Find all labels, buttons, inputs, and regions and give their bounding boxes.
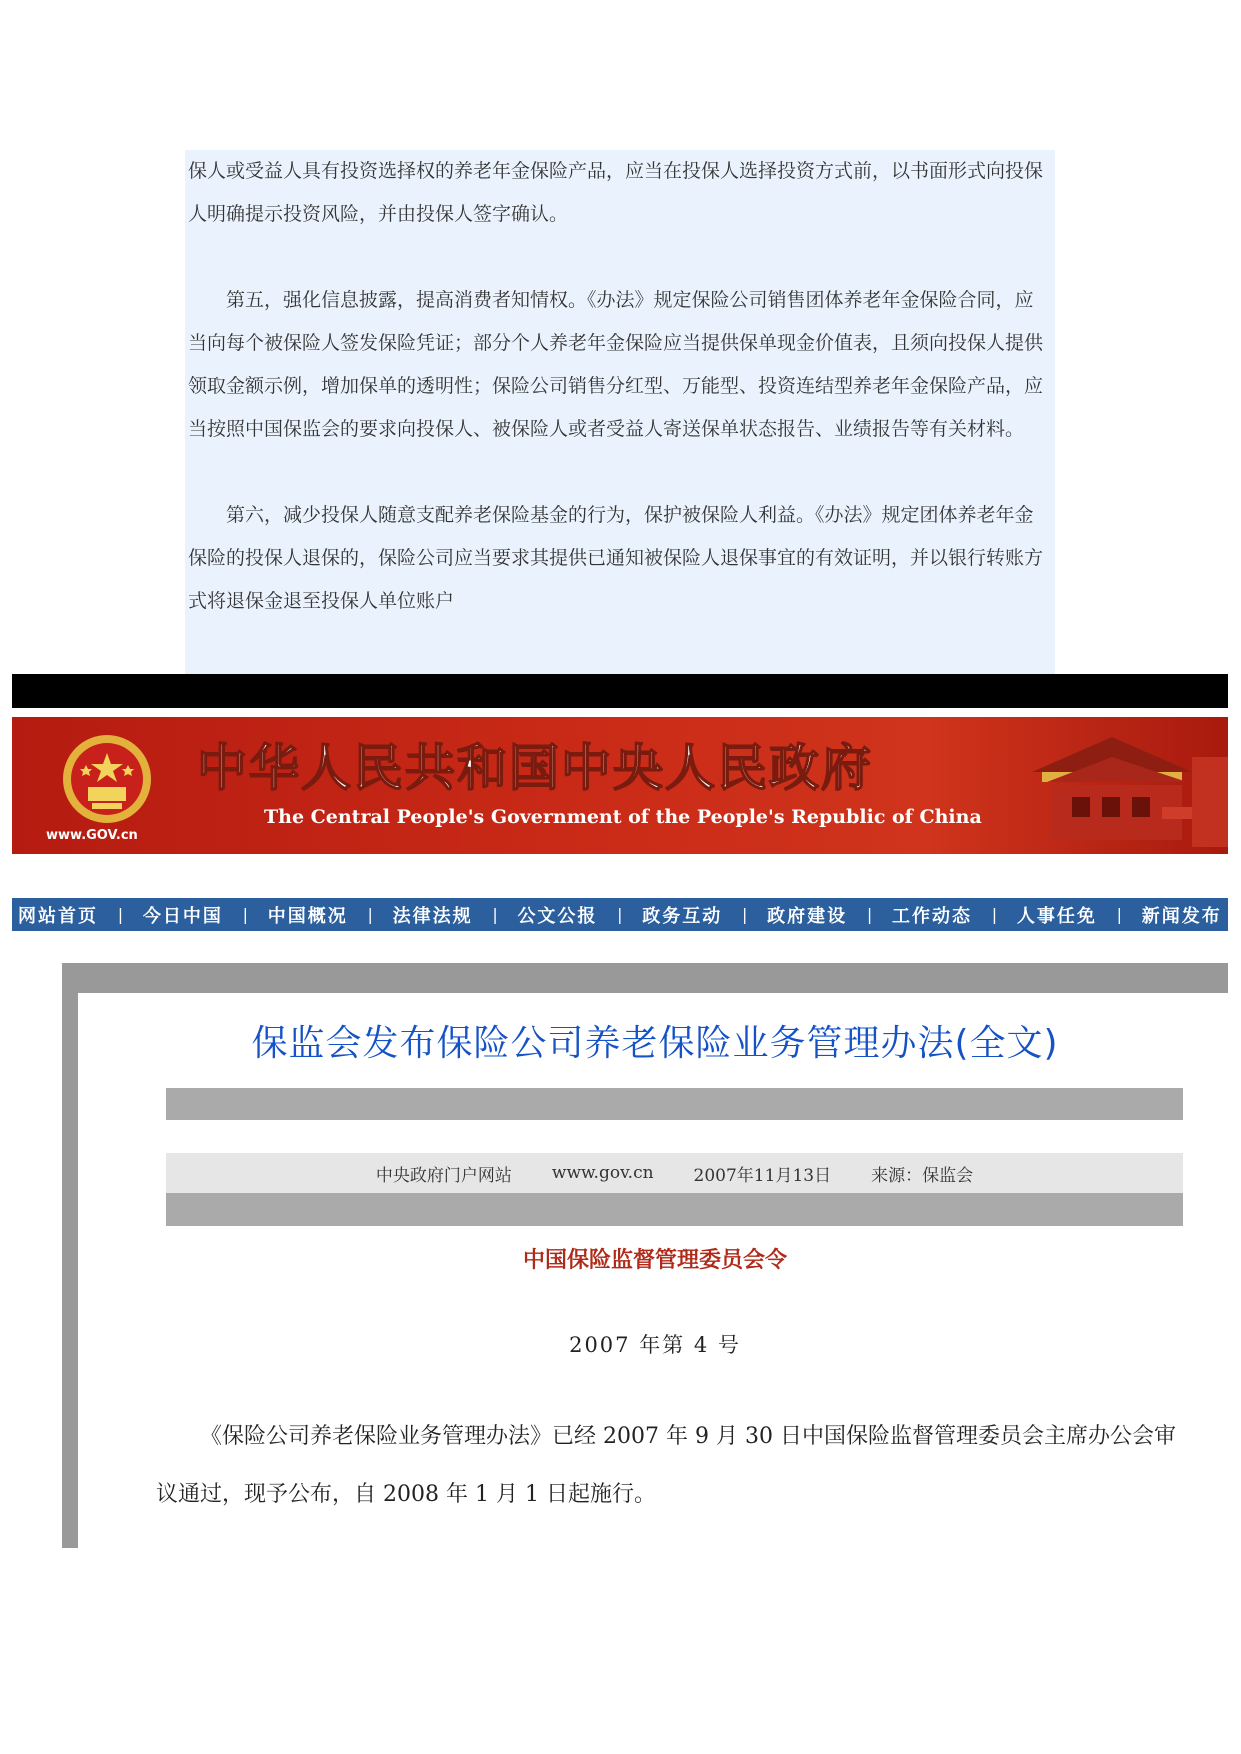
nav-separator: | [367,905,373,924]
nav-separator: | [742,905,748,924]
article-title: 保监会发布保险公司养老保险业务管理办法(全文) [251,1023,1059,1064]
nav-item-appointments[interactable]: 人事任免 [1016,905,1097,927]
nav-separator: | [991,905,998,924]
order-number: 2007 年第 4 号 [569,1333,741,1357]
article-body: 《保险公司养老保险业务管理办法》已经 2007 年 9 月 30 日中国保险监督管理委员会主席办公会审议通过，现予公布，自 2008 年 1 月 1 日起施行。 [156,1424,1176,1507]
nav-item-home[interactable]: 网站首页 [18,905,98,927]
divider-bar [12,674,1228,708]
nav-item-today-china[interactable]: 今日中国 [142,905,223,927]
meta-divider [166,1193,1183,1226]
article-frame-top [62,963,1228,993]
tiananmen-icon [1032,737,1228,847]
meta-url[interactable]: www.gov.cn [551,1163,654,1183]
article-frame-left [62,963,78,1548]
nav-item-interaction[interactable]: 政务互动 [642,905,723,927]
nav-separator: | [492,905,498,924]
nav-item-bulletins[interactable]: 公文公报 [517,905,598,927]
excerpt-paragraph: 第五，强化信息披露，提高消费者知情权。《办法》规定保险公司销售团体养老年金保险合同，应当向每个被保险人签发保险凭证；部分个人养老年金保险应当提供保单现金价值表，且须向投保人提供领取金额示例，增加保单的透明性；保险公司销售分红型、万能型、投资连结型养老年金保险产品，应当按照中国保监会的要求向投保人、被保险人或者受益人寄送保单状态报告、业绩报告等有关材料。 [188,289,1044,440]
excerpt-paragraph: 第六，减少投保人随意支配养老保险基金的行为，保护被保险人利益。《办法》规定团体养老年金保险的投保人退保的，保险公司应当要求其提供已通知被保险人退保事宜的有效证明，并以银行转账方式将退保金退至投保人单位账户 [188,504,1044,612]
excerpt-paragraph: 保人或受益人具有投资选择权的养老年金保险产品，应当在投保人选择投资方式前，以书面形式向投保人明确提示投资风险，并由投保人签字确认。 [188,160,1044,225]
nav-separator: | [866,905,873,924]
banner-title-en: The Central People's Government of the People's Republic of China [264,806,982,828]
nav-separator: | [1116,905,1122,924]
excerpt-panel [185,150,1055,674]
nav-separator: | [117,905,124,924]
nav-item-laws[interactable]: 法律法规 [392,905,473,927]
main-nav [12,898,1228,931]
meta-source: 来源：保监会 [871,1165,974,1186]
banner-graphic [12,717,1228,854]
article-meta [166,1153,1183,1193]
banner-title-cn: 中华人民共和国中央人民政府 [197,739,873,797]
nav-separator: | [617,905,623,924]
nav-item-gov-building[interactable]: 政府建设 [767,905,848,927]
site-banner[interactable] [12,717,1228,854]
meta-site: 中央政府门户网站 [375,1165,512,1186]
meta-date: 2007年11月13日 [693,1165,832,1186]
nav-item-china-overview[interactable]: 中国概况 [267,905,348,927]
site-url-label: www.GOV.cn [46,828,138,843]
nav-item-work-news[interactable]: 工作动态 [892,905,973,927]
order-title: 中国保险监督管理委员会令 [522,1248,787,1273]
title-divider [166,1088,1183,1120]
nav-item-press[interactable]: 新闻发布 [1141,905,1222,927]
nav-separator: | [242,905,248,924]
national-emblem-icon [63,735,151,823]
